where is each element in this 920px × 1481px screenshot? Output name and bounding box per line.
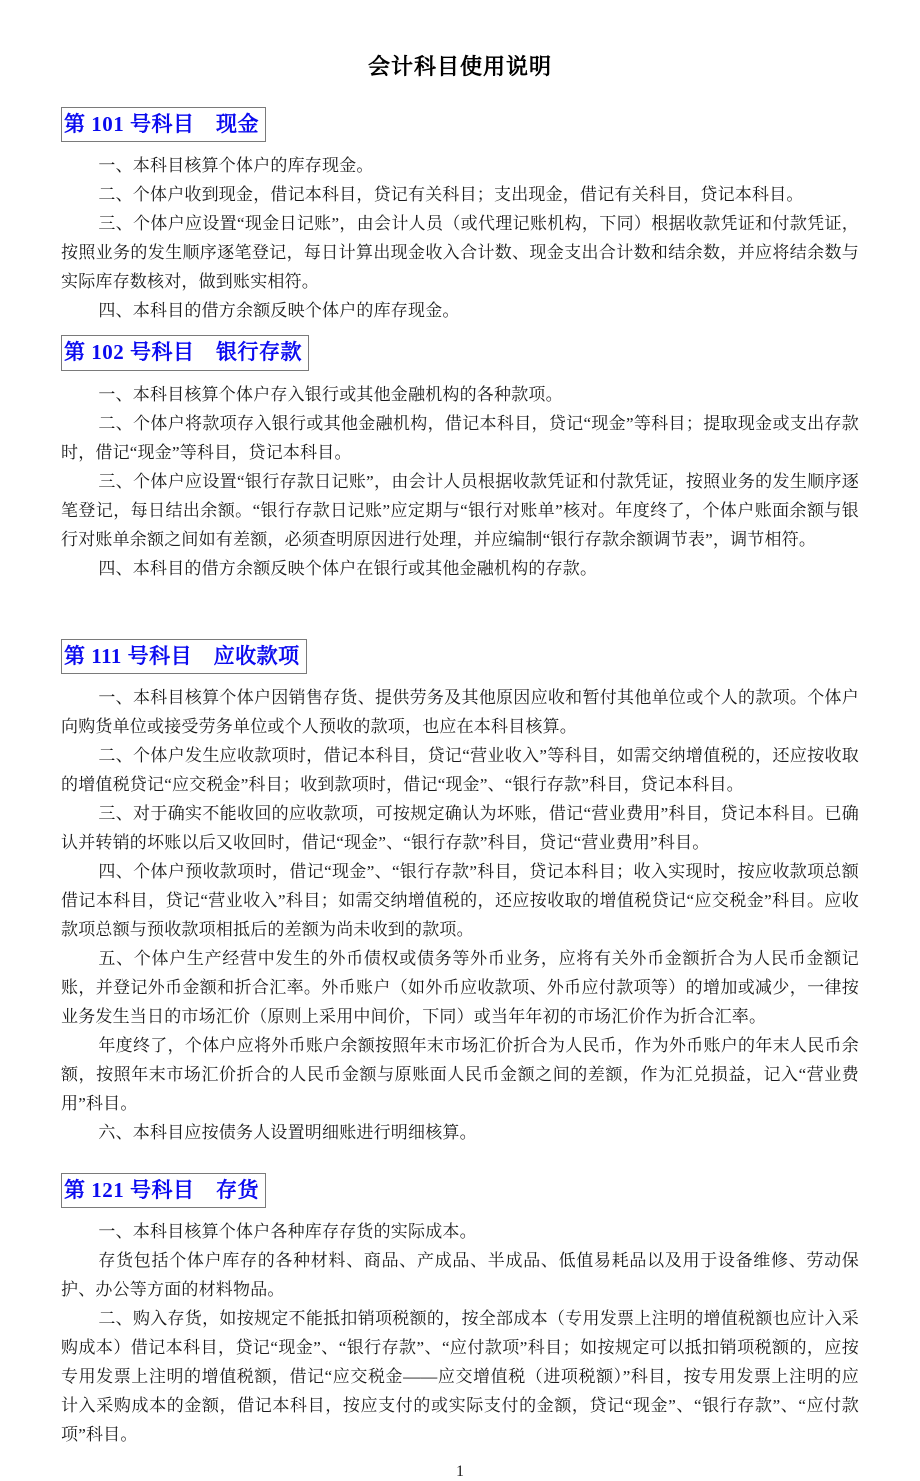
section-111 — [61, 583, 859, 1147]
paragraph: 四、个体户预收款项时，借记“现金”、“银行存款”科目，贷记本科目；收入实现时，按应收款项总额借记本科目，贷记“营业收入”科目；如需交纳增值税的，还应按收取的增值税贷记“应交税金”科目。应收款项总额与预收款项相抵后的差额为尚未收到的款项。 — [61, 862, 859, 940]
section-heading-102: 第 102 号科目 银行存款 — [61, 335, 309, 370]
paragraph: 一、本科目核算个体户存入银行或其他金融机构的各种款项。 — [98, 384, 563, 404]
paragraph: 二、个体户将款项存入银行或其他金融机构，借记本科目，贷记“现金”等科目；提取现金或支出存款时，借记“现金”等科目，贷记本科目。 — [61, 413, 859, 462]
page-number: 1 — [456, 1463, 464, 1481]
paragraph: 三、个体户应设置“银行存款日记账”，由会计人员根据收款凭证和付款凭证，按照业务的发生顺序逐笔登记，每日结出余额。“银行存款日记账”应定期与“银行对账单”核对。年度终了，个体户账面余额与银行对账单余额之间如有差额，必须查明原因进行处理，并应编制“银行存款余额调节表”，调节相符。 — [61, 471, 859, 549]
paragraph: 六、本科目应按债务人设置明细账进行明细核算。 — [98, 1123, 477, 1143]
paragraph: 四、本科目的借方余额反映个体户的库存现金。 — [98, 301, 460, 321]
page-title: 会计科目使用说明 — [367, 54, 552, 79]
paragraph: 四、本科目的借方余额反映个体户在银行或其他金融机构的存款。 — [98, 558, 598, 578]
section-heading-111: 第 111 号科目 应收款项 — [61, 639, 307, 674]
paragraph: 三、个体户应设置“现金日记账”，由会计人员（或代理记账机构，下同）根据收款凭证和付款凭证，按照业务的发生顺序逐笔登记，每日计算出现金收入合计数、现金支出合计数和结余数，并应将结余数与实际库存数核对，做到账实相符。 — [61, 214, 859, 292]
paragraph: 一、本科目核算个体户因销售存货、提供劳务及其他原因应收和暂付其他单位或个人的款项。个体户向购货单位或接受劳务单位或个人预收的款项，也应在本科目核算。 — [61, 688, 859, 737]
paragraph: 二、个体户收到现金，借记本科目，贷记有关科目；支出现金，借记有关科目，贷记本科目。 — [98, 185, 804, 205]
section-102 — [61, 325, 859, 582]
paragraph: 存货包括个体户库存的各种材料、商品、产成品、半成品、低值易耗品以及用于设备维修、劳动保护、办公等方面的材料物品。 — [61, 1251, 859, 1300]
paragraph: 三、对于确实不能收回的应收款项，可按规定确认为坏账，借记“营业费用”科目，贷记本科目。已确认并转销的坏账以后又收回时，借记“现金”、“银行存款”科目，贷记“营业费用”科目。 — [61, 804, 859, 853]
paragraph: 五、个体户生产经营中发生的外币债权或债务等外币业务，应将有关外币金额折合为人民币金额记账，并登记外币金额和折合汇率。外币账户（如外币应收款项、外币应付款项等）的增加或减少，一律按业务发生当日的市场汇价（原则上采用中间价，下同）或当年年初的市场汇价作为折合汇率。 — [61, 949, 859, 1027]
section-121 — [61, 1147, 859, 1449]
paragraph: 二、个体户发生应收款项时，借记本科目，贷记“营业收入”等科目，如需交纳增值税的，还应按收取的增值税贷记“应交税金”科目；收到款项时，借记“现金”、“银行存款”科目，贷记本科目。 — [61, 746, 859, 795]
paragraph: 年度终了，个体户应将外币账户余额按照年末市场汇价折合为人民币，作为外币账户的年末人民币余额，按照年末市场汇价折合的人民币金额与原账面人民币金额之间的差额，作为汇兑损益，记入“营业费用”科目。 — [61, 1036, 859, 1114]
paragraph: 一、本科目核算个体户各种库存存货的实际成本。 — [98, 1222, 477, 1242]
section-heading-121: 第 121 号科目 存货 — [61, 1173, 266, 1208]
paragraph: 一、本科目核算个体户的库存现金。 — [98, 156, 374, 176]
section-heading-101: 第 101 号科目 现金 — [61, 107, 266, 142]
paragraph: 二、购入存货，如按规定不能抵扣销项税额的，按全部成本（专用发票上注明的增值税额也应计入采购成本）借记本科目，贷记“现金”、“银行存款”、“应付款项”科目；如按规定可以抵扣销项税额的，应按专用发票上注明的增值税额，借记“应交税金——应交增值税（进项税额）”科目，按专用发票上注明的应计入采购成本的金额，借记本科目，按应支付的或实际支付的金额，贷记“现金”、“银行存款”、“应付款项”科目。 — [61, 1309, 859, 1445]
section-101 — [61, 97, 859, 325]
